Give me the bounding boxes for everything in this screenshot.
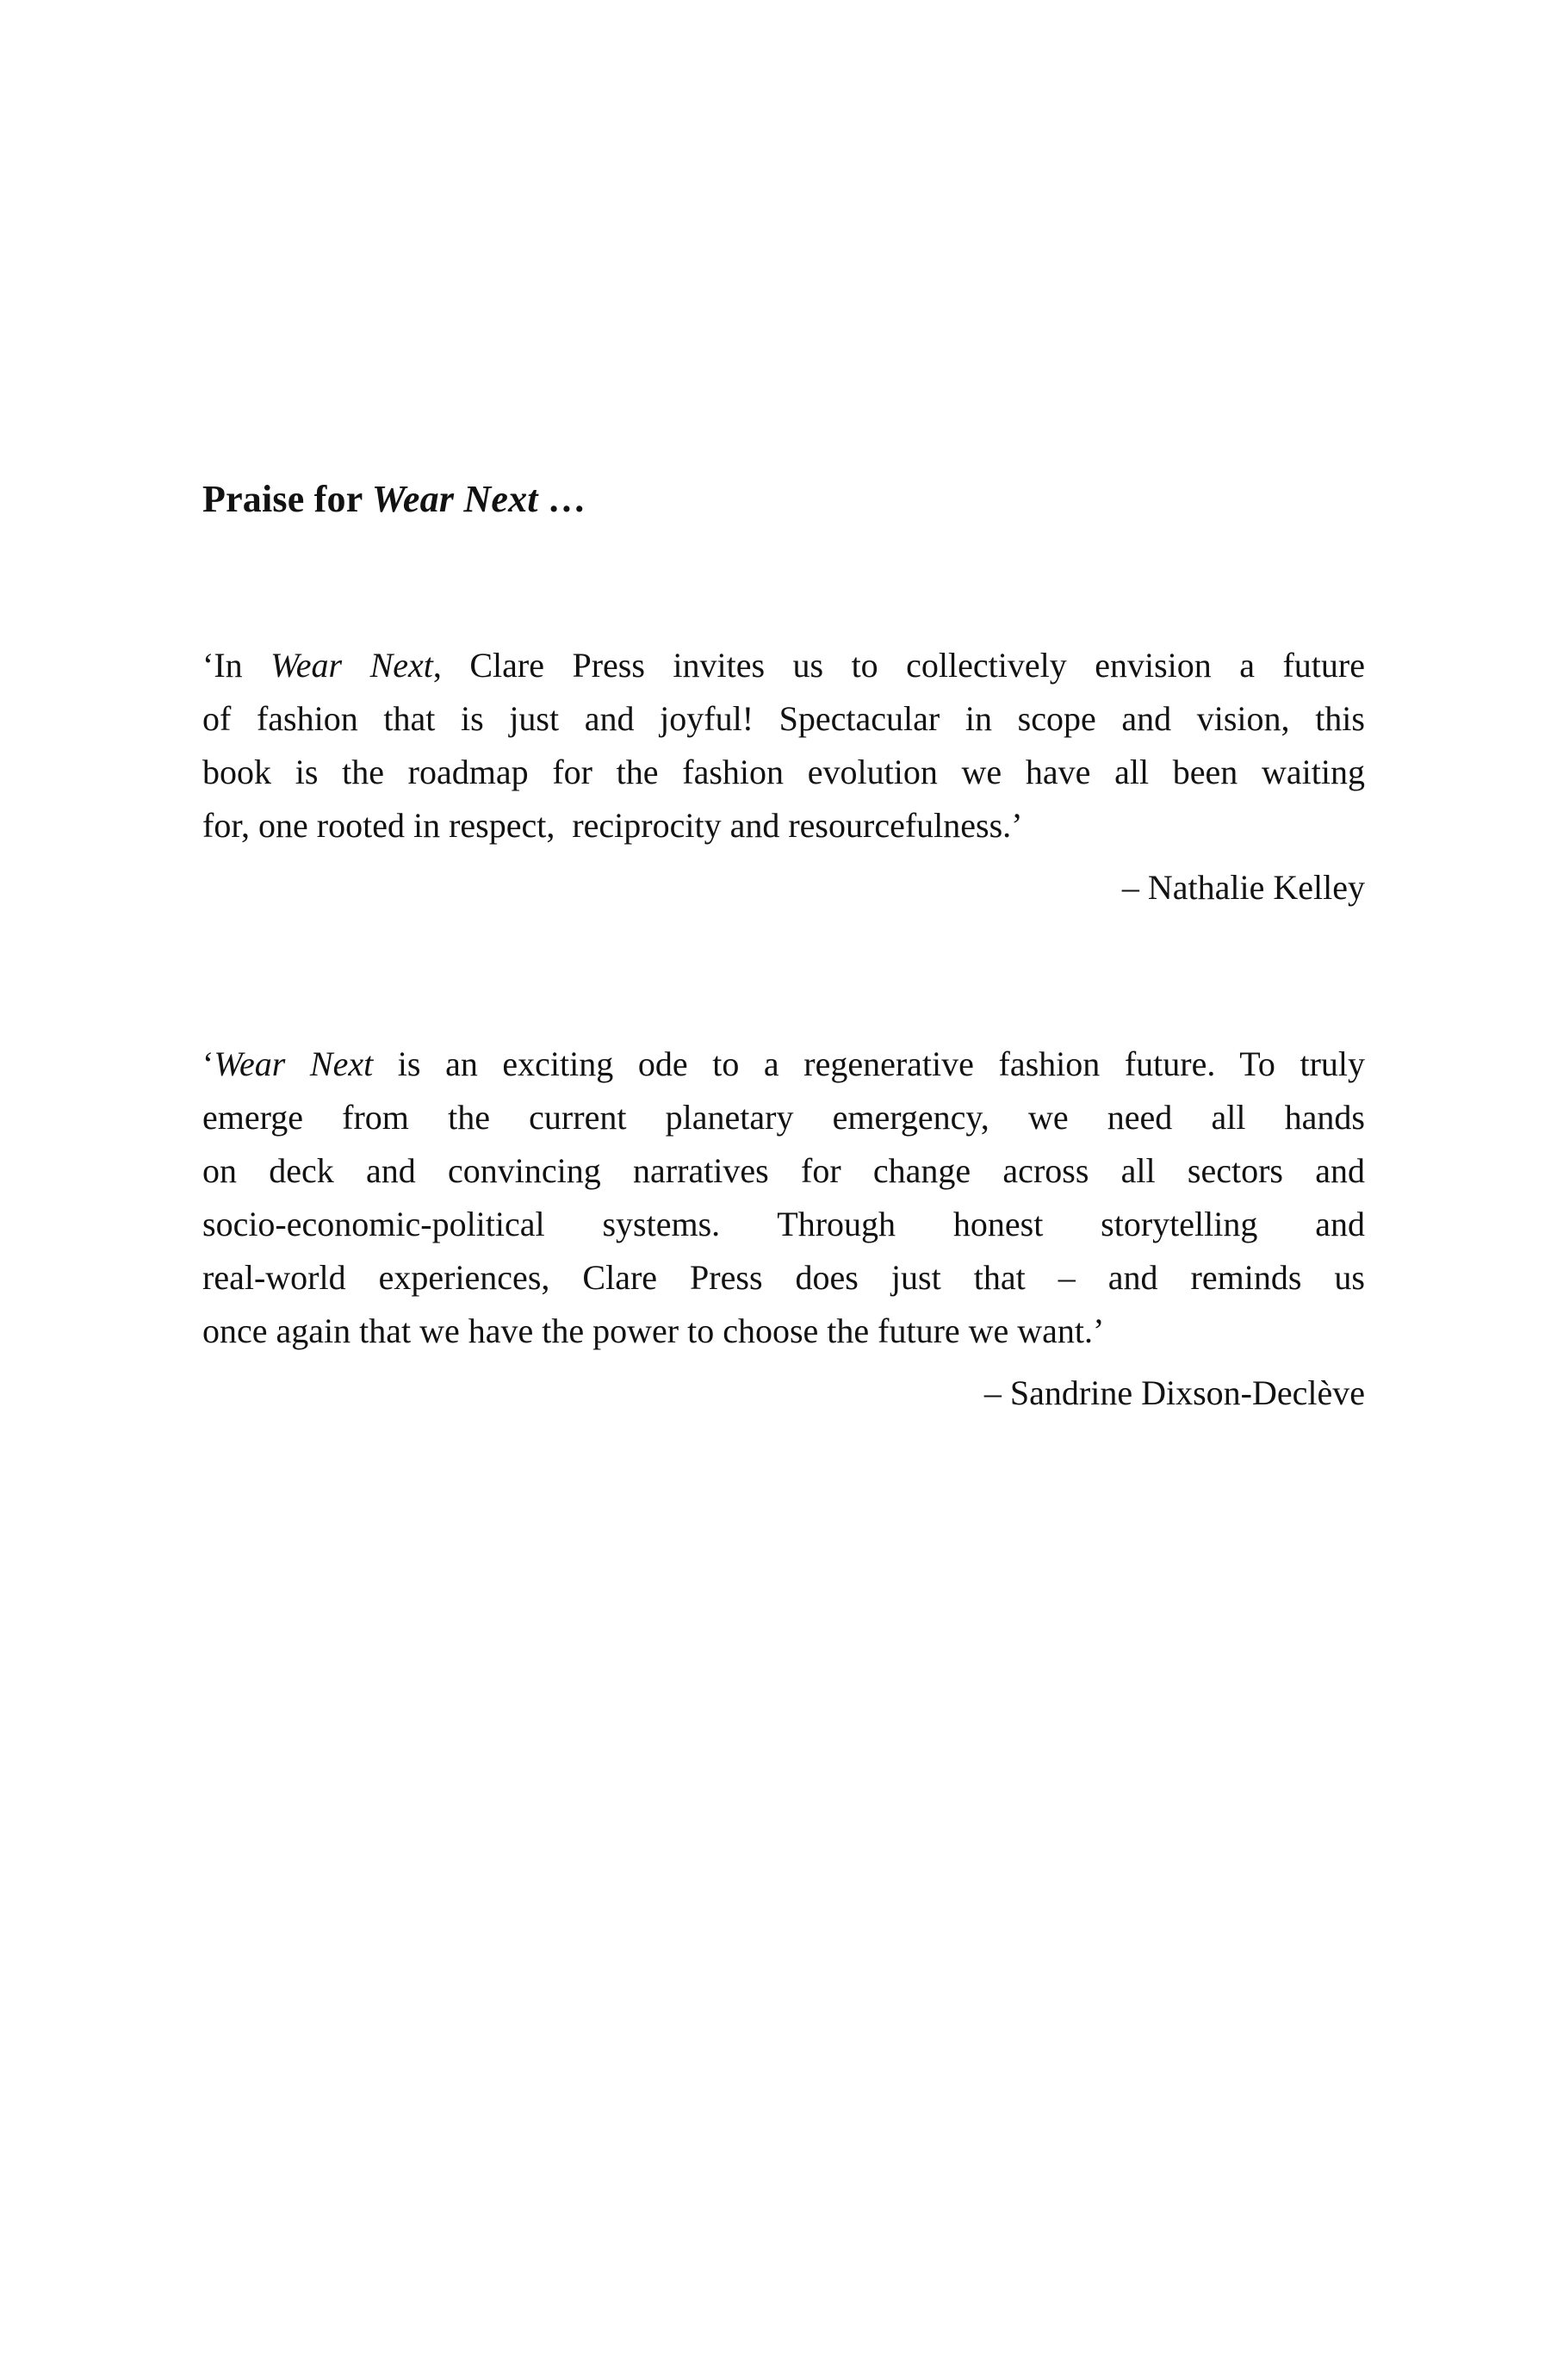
quote-1-attribution: – Nathalie Kelley	[1121, 868, 1365, 907]
quote-1-line-4: for, one rooted in respect, reciprocity and resourcefulness.’	[202, 806, 1023, 845]
endorsement-quote-1	[202, 639, 1365, 914]
heading-prefix: Praise for	[202, 478, 372, 520]
quote-1-line-1-post: , Clare Press invites us to collectively envision a future	[432, 646, 1365, 685]
book-title-italic: Wear Next	[214, 1044, 374, 1083]
quote-2-attribution: – Sandrine Dixson-Declève	[983, 1373, 1365, 1412]
quote-2-line-1	[202, 1038, 1365, 1091]
quote-1-line-1-pre: ‘In	[202, 646, 271, 685]
quote-2-line-3: on deck and convincing narratives for change across all sectors and	[202, 1151, 1365, 1190]
quote-2-line-6: once again that we have the power to choose the future we want.’	[202, 1311, 1105, 1350]
quote-2-line-2: emerge from the current planetary emergency, we need all hands	[202, 1098, 1365, 1137]
endorsement-quote-2	[202, 1038, 1365, 1420]
heading-book-title: Wear Next	[371, 478, 538, 520]
quote-1-line-2: of fashion that is just and joyful! Spectacular in scope and vision, this	[202, 699, 1365, 738]
book-title-italic: Wear Next	[270, 646, 433, 685]
page-title	[202, 475, 1365, 524]
heading-ellipsis: …	[537, 478, 586, 520]
quote-2-line-4: socio-economic-political systems. Through honest storytelling and	[202, 1205, 1365, 1243]
quote-2-line-5: real-world experiences, Clare Press does just that – and reminds us	[202, 1258, 1365, 1297]
quote-2-line-1-post: is an exciting ode to a regenerative fashion future. To truly	[373, 1044, 1365, 1083]
quote-1-line-1	[202, 639, 1365, 692]
quote-2-line-1-pre: ‘	[202, 1044, 214, 1083]
quote-1-line-3: book is the roadmap for the fashion evolution we have all been waiting	[202, 753, 1365, 791]
